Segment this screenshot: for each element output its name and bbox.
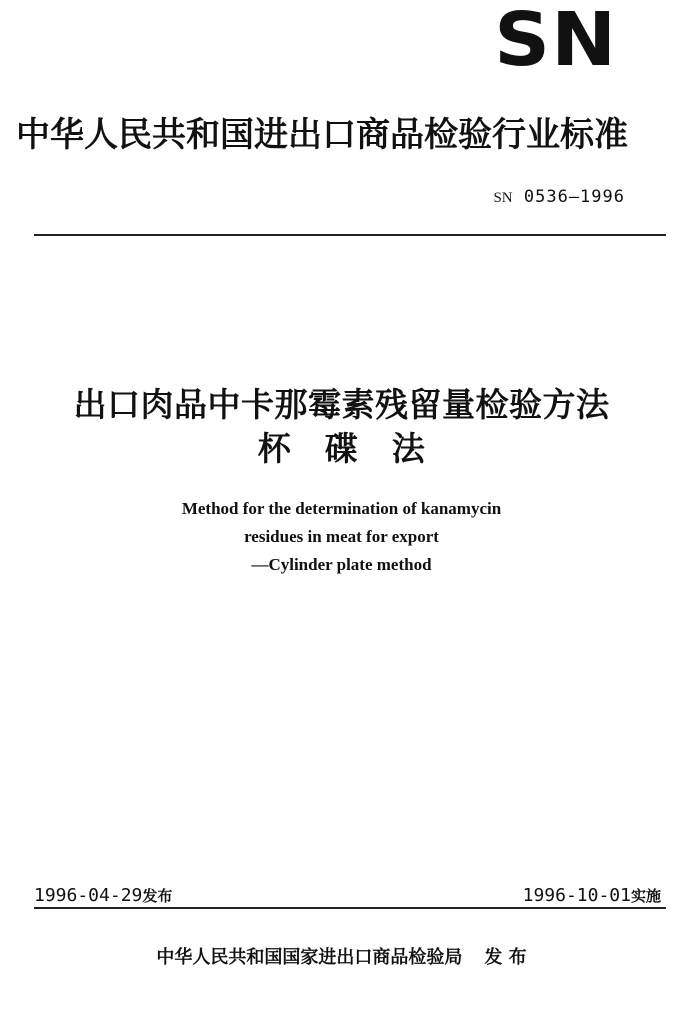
- issued-date: [34, 885, 172, 907]
- issuing-authority: [0, 946, 683, 970]
- document-title-en-line1: Method for the determination of kanamycin: [181, 499, 502, 518]
- effective-date-label: 实施: [630, 887, 661, 905]
- issuing-action: 发 布: [484, 947, 527, 968]
- document-title-cn: 出口肉品中卡那霉素残留量检验方法: [73, 385, 610, 424]
- issued-date-value: 1996-04-29: [34, 885, 143, 906]
- document-title-en-line2: residues in meat for export: [244, 527, 439, 546]
- sn-logo: SN: [494, 0, 618, 83]
- standard-code-prefix: SN: [493, 190, 513, 206]
- standard-category-title: 中华人民共和国进出口商品检验行业标准: [16, 115, 628, 155]
- top-divider: [34, 234, 666, 236]
- standard-code: [493, 186, 625, 209]
- effective-date-value: 1996-10-01: [522, 885, 631, 906]
- issued-date-label: 发布: [142, 887, 173, 905]
- effective-date: [523, 885, 661, 907]
- document-subtitle-cn: 杯 碟 法: [257, 429, 426, 468]
- standard-code-number: 0536—1996: [523, 187, 625, 207]
- bottom-divider: [34, 907, 666, 909]
- issuing-authority-name: 中华人民共和国国家进出口商品检验局: [156, 947, 463, 968]
- document-title-en-line3: —Cylinder plate method: [251, 555, 432, 574]
